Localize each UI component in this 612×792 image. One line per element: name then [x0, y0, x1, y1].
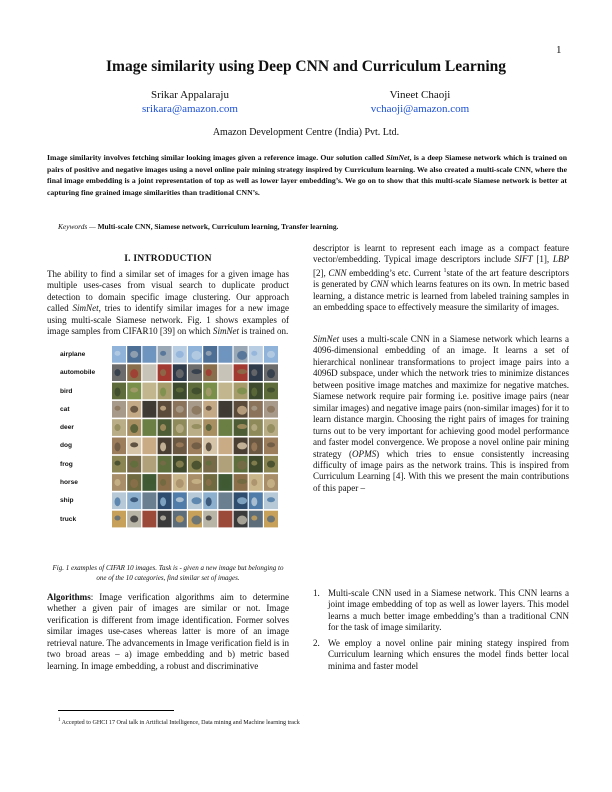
image-tile-object: [221, 351, 229, 358]
intro-simnet: SimNet: [72, 303, 99, 314]
image-tile-object: [176, 406, 184, 413]
author-1-email[interactable]: srikara@amazon.com: [142, 103, 238, 115]
image-tile-object: [130, 442, 138, 447]
image-tile-object: [130, 406, 138, 413]
label-deer: deer: [60, 424, 74, 432]
image-tile-object: [146, 516, 156, 525]
image-tile-object: [192, 424, 202, 429]
image-tile-object: [160, 369, 166, 376]
author-1-name: Srikar Appalaraju: [151, 89, 229, 101]
label-cat: cat: [60, 405, 70, 413]
image-tile-object: [146, 442, 156, 449]
image-tile-object: [237, 351, 247, 360]
image-tile-object: [192, 406, 202, 415]
section-heading: [47, 254, 289, 264]
intro-text-a: The ability to find a similar set of images for a given image has multiple uses-cases from visual search to duplicate product detection to domain specific image clustering. Our approach called: [47, 269, 289, 314]
algorithms-paragraph: [47, 592, 289, 672]
figure-caption: Fig. 1 examples of CIFAR 10 images. Task is - given a new image but belonging to one of the 10 categories, find similar set of images.: [52, 564, 284, 582]
contribution-number: 2.: [313, 637, 320, 648]
rc-simnet: SimNet: [313, 334, 340, 344]
intro-text-c: is trained on.: [239, 326, 289, 337]
contribution-number: 1.: [313, 588, 320, 598]
image-tile-object: [192, 516, 202, 525]
image-tile-object: [267, 424, 275, 433]
author-2-name: Vineet Chaoji: [389, 89, 451, 101]
rc-cnn-2: CNN: [370, 279, 389, 290]
image-tile-object: [115, 351, 121, 356]
rc-p1-c: [2],: [313, 267, 329, 278]
image-tile-object: [206, 461, 212, 466]
image-tile-object: [221, 516, 229, 523]
contributions-list: [313, 588, 569, 676]
contribution-text: We employ a novel online pair mining stategy inspired from Curriculum learning which ensures the model finds better local minima and faster model: [328, 637, 569, 671]
image-tile-object: [130, 369, 138, 378]
image-tile-object: [176, 387, 184, 392]
image-tile-object: [221, 461, 229, 468]
image-tile-object: [237, 424, 247, 429]
image-tile-object: [146, 497, 156, 504]
image-tile-object: [206, 369, 212, 376]
rc-cnn: CNN: [328, 267, 347, 278]
image-tile-object: [267, 497, 275, 502]
keywords: [58, 222, 568, 231]
intro-simnet-2: SimNet: [212, 326, 240, 337]
image-tile-object: [251, 516, 257, 521]
image-tile-object: [221, 479, 229, 488]
image-tile-object: [251, 497, 257, 506]
image-tile-object: [160, 351, 166, 356]
rc-p1-e: state of the art feature descriptors is generated by: [313, 267, 569, 290]
image-tile-object: [267, 406, 275, 413]
rc-p1-d: embedding’s etc. Current: [346, 267, 444, 278]
image-tile-object: [160, 516, 166, 521]
image-tile-object: [267, 479, 275, 488]
image-tile-object: [160, 387, 166, 396]
image-tile-object: [146, 424, 156, 429]
image-tile-object: [221, 387, 229, 392]
affiliation: Amazon Development Centre (India) Pvt. Ltd.: [212, 127, 400, 138]
image-tile-object: [192, 387, 202, 394]
image-tile-object: [115, 406, 121, 411]
image-tile-object: [206, 387, 212, 396]
image-tile-object: [115, 424, 121, 431]
image-tile-object: [115, 442, 121, 451]
image-tile-object: [237, 516, 247, 525]
image-tile-object: [267, 369, 275, 378]
image-tile-object: [130, 516, 138, 523]
author-2-email[interactable]: vchaoji@amazon.com: [370, 103, 470, 115]
label-dog: dog: [60, 442, 73, 450]
image-tile-object: [192, 351, 202, 360]
image-tile-object: [115, 461, 121, 466]
image-tile-object: [176, 461, 184, 468]
image-tile-object: [115, 369, 121, 376]
image-tile-object: [192, 369, 202, 374]
image-tile-object: [221, 442, 229, 447]
image-tile-object: [146, 479, 156, 484]
abstract-part-1: Image similarity involves fetching similar looking images given a reference image. Our solution called: [47, 153, 387, 162]
paper-title: Image similarity using Deep CNN and Curriculum Learning: [106, 58, 506, 75]
figure-labels: [60, 346, 110, 529]
footnote: [58, 716, 308, 728]
rc-p1-a: descriptor is learnt to represent each image as a compact feature vector/embedding. Typical image descriptors include: [313, 243, 569, 265]
label-horse: horse: [60, 479, 78, 487]
image-tile-object: [206, 442, 212, 451]
image-tile-object: [251, 479, 257, 486]
image-tile-object: [160, 461, 166, 466]
image-tile-object: [251, 351, 257, 356]
image-tile-object: [160, 497, 166, 506]
abstract-simnet: SimNet: [386, 153, 410, 162]
rc-p1-f: which learns features on its own. In metric based learning, a distance metric is learned from labeled training samples in an embedding space to effectively measure the similarity of images.: [313, 279, 570, 313]
label-automobile: automobile: [60, 369, 96, 377]
image-tile-object: [251, 406, 257, 411]
image-tile-object: [267, 387, 275, 392]
image-tile-object: [237, 461, 247, 470]
image-tile-object: [115, 516, 121, 521]
image-tile-object: [251, 387, 257, 396]
algorithms-text: : Image verification algorithms aim to determine whether a given pair of images are similar or not. Image verification is different from image identification. Former solves similar images use-cases whereas latter is more of an image retrieval nature. The advancements in Image verification field is in two broad areas – a) image embedding and b) metric based learning. In image embedding, a robust and discriminative: [47, 592, 289, 671]
rc-opms: OPMS: [352, 448, 377, 459]
algorithms-label: Algorithms: [47, 592, 91, 602]
image-tile-object: [160, 479, 166, 486]
label-airplane: airplane: [60, 351, 86, 358]
footnote-marker: 1: [58, 718, 61, 723]
image-tile-object: [176, 442, 184, 447]
label-frog: frog: [60, 460, 73, 468]
footnote-text: Accepted to GHCI 17 Oral talk in Artificial Intelligence, Data mining and Machine learning track: [60, 720, 300, 727]
author-2: [340, 88, 500, 116]
image-tile-object: [267, 461, 275, 468]
abstract-part-2: , is a deep Siamese network which is trained on pairs of positive and negative images using a novel online pair mining strategy inspired by Curriculum learning. We also created a multi-scale CNN, where the final image embedding is a joint representation of top as well as lower layer embedding’s. We go on to show that this multi-scale Siamese network is better at capturing fine grained image similarities than traditional CNN’s.: [47, 153, 568, 197]
keywords-text: Multi-scale CNN, Siamese network, Curriculum learning, Transfer learning.: [97, 222, 339, 231]
image-tile-object: [237, 497, 247, 504]
image-tile-object: [176, 497, 184, 502]
image-tile-object: [221, 424, 229, 433]
image-tile-object: [146, 406, 156, 415]
abstract: [47, 152, 567, 198]
contribution-item-2: [313, 638, 569, 672]
right-paragraph-2: [313, 334, 569, 494]
page-number: 1: [556, 44, 562, 56]
image-tile-object: [237, 479, 247, 484]
image-tile-object: [221, 369, 229, 378]
image-tile-object: [115, 387, 121, 396]
image-tile-object: [160, 424, 166, 431]
image-tile-object: [130, 497, 138, 502]
image-tile-object: [130, 351, 138, 358]
image-tile-object: [221, 497, 229, 502]
label-truck: truck: [60, 515, 77, 523]
image-tile-object: [146, 387, 156, 394]
image-tile-object: [146, 461, 156, 470]
image-tile-object: [176, 351, 184, 358]
intro-text-b: , tries to identify similar images for a new image using multi-scale Siamese network. Fig. 1 shows examples of image samples from CIFAR10 [39] on which: [47, 303, 289, 337]
image-tiles: [112, 346, 278, 527]
keywords-label: Keywords —: [58, 222, 96, 231]
image-tile-object: [237, 387, 247, 394]
image-tile-object: [237, 406, 247, 415]
image-tile-object: [237, 369, 247, 374]
image-tile-object: [206, 497, 212, 506]
author-1: [110, 88, 270, 116]
image-tile-object: [251, 424, 257, 431]
image-tile-object: [251, 461, 257, 466]
image-tile-object: [221, 406, 229, 413]
label-bird: bird: [60, 387, 73, 395]
image-tile-object: [192, 442, 202, 449]
section-number: I.: [124, 254, 131, 264]
rc-lbp: LBP: [552, 254, 569, 265]
image-tile-object: [176, 516, 184, 523]
image-tile-object: [115, 479, 121, 486]
image-tile-object: [251, 369, 257, 376]
image-tile-object: [237, 442, 247, 449]
right-paragraph-1: [313, 243, 569, 314]
rc-p2-a: uses a multi-scale CNN in a Siamese network which learns a 4096-dimensional embedding of an image. It learns a set of hierarchical nonlinear transformations to project image pairs into a 4096D subspace, under which the network tries to minimize distances between positive image matches and maximize for negative matches. Siamese network require pair forming i.e. positive image pairs (near similar images) and negative image pairs (non-similar images) for it to learn distance margin. Choosing the right pairs of images for training turns out to be very important for achieving good model performance and faster model convergence. We propose a novel online pair mining strategy (: [313, 334, 569, 459]
image-tile-object: [206, 424, 212, 431]
image-tile-object: [115, 497, 121, 506]
image-tile-object: [206, 516, 212, 521]
rc-p2-b: ) which tries to ensue consistently increasing difficulty of image pairs as the network trains. This is inspired from Curriculum Learning [4]. With this we present the main contributions of this paper –: [313, 448, 569, 493]
image-tile-object: [146, 369, 156, 374]
image-tile-object: [130, 479, 138, 488]
image-tile-object: [192, 461, 202, 470]
rc-p1-b: [1],: [532, 254, 553, 265]
image-tile-object: [160, 442, 166, 451]
contribution-text: Multi-scale CNN used in a Siamese network. This CNN learns a joint image embedding of top as well as lower layers. This model learns a much better image embedding’s than a traditional CNN for the task of image similarity.: [328, 588, 569, 633]
image-tile-object: [251, 442, 257, 451]
image-tile-object: [206, 479, 212, 486]
image-tile-object: [192, 479, 202, 484]
section-title: INTRODUCTION: [133, 254, 212, 264]
footnote-rule: [58, 710, 174, 711]
image-tile-object: [176, 479, 184, 488]
image-tile-object: [267, 351, 275, 358]
image-tile-object: [267, 516, 275, 523]
footnote-ref: 1: [443, 267, 447, 274]
image-tile-object: [130, 461, 138, 468]
image-tile-object: [206, 351, 212, 356]
image-tile-object: [146, 351, 156, 360]
label-ship: ship: [60, 497, 74, 505]
image-tile-object: [130, 424, 138, 433]
image-tile-object: [176, 369, 184, 378]
image-tile-object: [192, 497, 202, 504]
image-tile-object: [206, 406, 212, 411]
rc-sift: SIFT: [514, 254, 533, 265]
intro-paragraph: [47, 269, 289, 338]
image-tile-object: [130, 387, 138, 392]
image-tile-object: [267, 442, 275, 447]
contribution-item-1: [313, 588, 569, 634]
image-tile-object: [160, 406, 166, 411]
image-tile-object: [176, 424, 184, 433]
